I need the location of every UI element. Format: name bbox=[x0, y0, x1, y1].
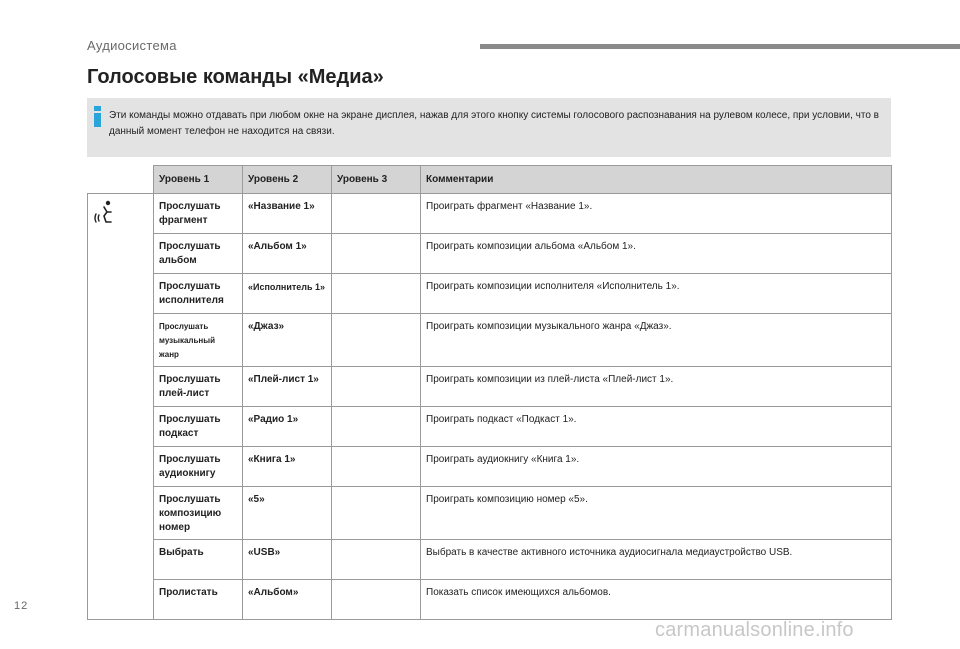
level2-cell: «Радио 1» bbox=[243, 407, 332, 447]
comment-cell: Проиграть композиции исполнителя «Исполнитель 1». bbox=[421, 274, 892, 314]
level1-cell: Прослушать музыкальный жанр bbox=[154, 314, 243, 367]
level3-cell bbox=[332, 367, 421, 407]
comment-cell: Проиграть композицию номер «5». bbox=[421, 487, 892, 540]
comment-cell: Проиграть аудиокнигу «Книга 1». bbox=[421, 447, 892, 487]
voice-commands-table bbox=[87, 165, 892, 620]
level1-cell: Прослушать исполнителя bbox=[154, 274, 243, 314]
page-number: 12 bbox=[14, 600, 29, 612]
comment-cell: Проиграть композиции из плей-листа «Плей-лист 1». bbox=[421, 367, 892, 407]
table-header-level3: Уровень 3 bbox=[332, 166, 421, 194]
level1-cell: Прослушать фрагмент bbox=[154, 194, 243, 234]
level3-cell bbox=[332, 580, 421, 620]
comment-cell: Проиграть композиции музыкального жанра «Джаз». bbox=[421, 314, 892, 367]
table-row bbox=[88, 314, 892, 367]
level3-cell bbox=[332, 447, 421, 487]
info-icon bbox=[93, 106, 101, 126]
level3-cell bbox=[332, 487, 421, 540]
level2-cell: «Книга 1» bbox=[243, 447, 332, 487]
table-header-row bbox=[88, 166, 892, 194]
level1-cell: Прослушать плей-лист bbox=[154, 367, 243, 407]
level2-cell: «Альбом 1» bbox=[243, 234, 332, 274]
section-title: Аудиосистема bbox=[87, 38, 177, 53]
table-row bbox=[88, 367, 892, 407]
table-row bbox=[88, 407, 892, 447]
info-box bbox=[87, 98, 891, 157]
watermark: carmanualsonline.info bbox=[655, 619, 854, 641]
table-row bbox=[88, 487, 892, 540]
level3-cell bbox=[332, 194, 421, 234]
header-divider-bar bbox=[480, 44, 960, 49]
table-header-blank bbox=[88, 166, 154, 194]
table-row bbox=[88, 274, 892, 314]
level3-cell bbox=[332, 234, 421, 274]
level3-cell bbox=[332, 540, 421, 580]
table-header-level1: Уровень 1 bbox=[154, 166, 243, 194]
comment-cell: Проиграть подкаст «Подкаст 1». bbox=[421, 407, 892, 447]
level1-cell: Прослушать подкаст bbox=[154, 407, 243, 447]
level2-cell: «Исполнитель 1» bbox=[243, 274, 332, 314]
level2-cell: «Плей-лист 1» bbox=[243, 367, 332, 407]
level2-cell: «Джаз» bbox=[243, 314, 332, 367]
level1-cell: Прослушать альбом bbox=[154, 234, 243, 274]
level2-cell: «USB» bbox=[243, 540, 332, 580]
table-row bbox=[88, 540, 892, 580]
table-header-comments: Комментарии bbox=[421, 166, 892, 194]
level2-cell: «5» bbox=[243, 487, 332, 540]
level3-cell bbox=[332, 314, 421, 367]
table-row bbox=[88, 194, 892, 234]
level1-cell: Выбрать bbox=[154, 540, 243, 580]
comment-cell: Проиграть композиции альбома «Альбом 1». bbox=[421, 234, 892, 274]
comment-cell: Проиграть фрагмент «Название 1». bbox=[421, 194, 892, 234]
level1-cell: Прослушать композицию номер bbox=[154, 487, 243, 540]
table-header-level2: Уровень 2 bbox=[243, 166, 332, 194]
level2-cell: «Альбом» bbox=[243, 580, 332, 620]
table-row bbox=[88, 447, 892, 487]
level3-cell bbox=[332, 407, 421, 447]
table-row bbox=[88, 580, 892, 620]
level3-cell bbox=[332, 274, 421, 314]
page-title: Голосовые команды «Медиа» bbox=[87, 66, 384, 88]
voice-command-icon bbox=[93, 200, 117, 226]
comment-cell: Выбрать в качестве активного источника аудиосигнала медиаустройство USB. bbox=[421, 540, 892, 580]
level1-cell: Пролистать bbox=[154, 580, 243, 620]
voice-icon-cell bbox=[88, 194, 154, 620]
comment-cell: Показать список имеющихся альбомов. bbox=[421, 580, 892, 620]
level2-cell: «Название 1» bbox=[243, 194, 332, 234]
info-text: Эти команды можно отдавать при любом окне на экране дисплея, нажав для этого кнопку системы голосового распознавания на рулевом колесе, при условии, что в данный момент телефон не находится на связи. bbox=[109, 110, 879, 137]
level1-cell: Прослушать аудиокнигу bbox=[154, 447, 243, 487]
table-row bbox=[88, 234, 892, 274]
